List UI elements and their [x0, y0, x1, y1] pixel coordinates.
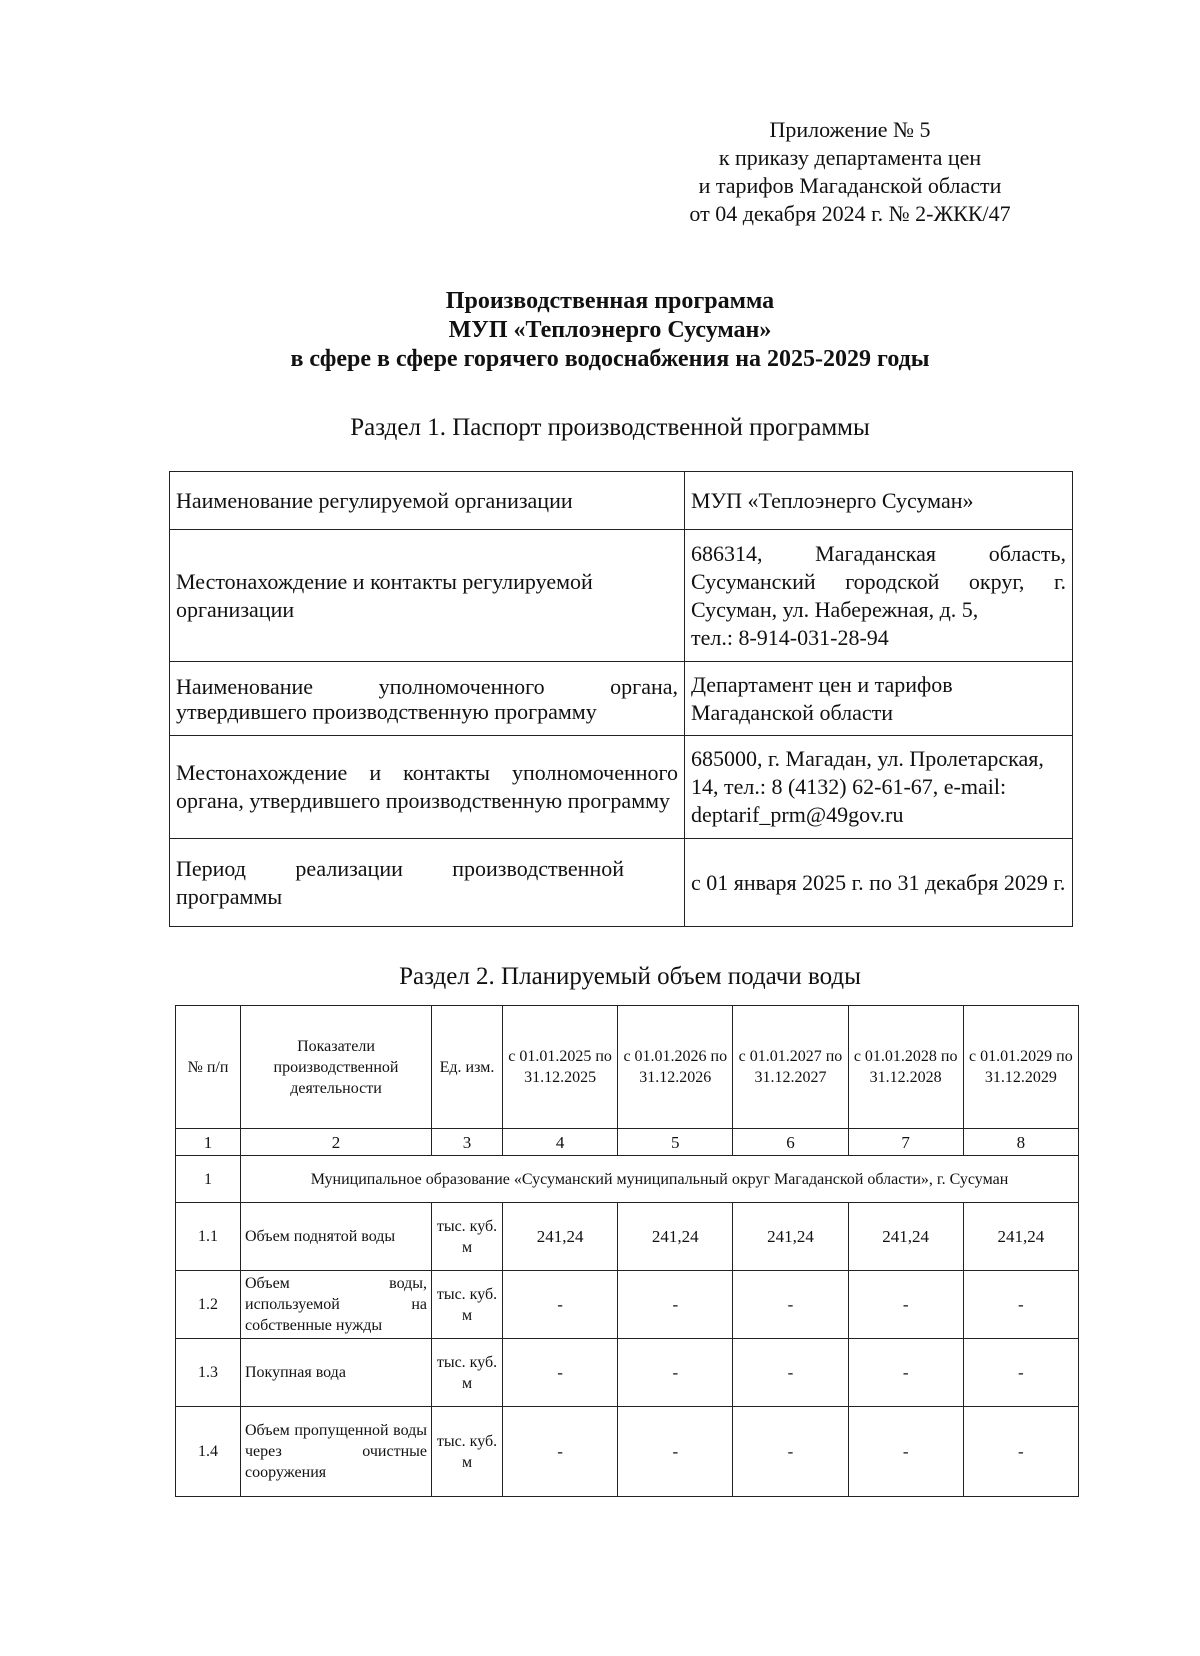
- column-index: 7: [848, 1129, 963, 1156]
- value-line: 685000, г. Магадан, ул. Пролетарская,: [691, 746, 1044, 771]
- section1-heading: Раздел 1. Паспорт производственной программы: [350, 414, 870, 441]
- row-value: -: [848, 1271, 963, 1339]
- header-indicator: Показатели производственной деятельности: [241, 1006, 432, 1129]
- document-title: [150, 287, 1070, 374]
- row-value: 241,24: [503, 1203, 618, 1271]
- appendix-line: Приложение № 5: [769, 117, 931, 142]
- passport-value: МУП «Теплоэнерго Сусуман»: [685, 472, 1073, 530]
- column-index: 8: [963, 1129, 1078, 1156]
- passport-row: [170, 472, 1073, 530]
- passport-row: [170, 662, 1073, 736]
- row-value: 241,24: [733, 1203, 848, 1271]
- passport-label: Наименование уполномоченного органа, утвердившего производственную программу: [170, 662, 685, 736]
- title-line: в сфере в сфере горячего водоснабжения на 2025-2029 годы: [290, 346, 930, 372]
- header-period: с 01.01.2028 по 31.12.2028: [848, 1006, 963, 1129]
- row-value: 241,24: [963, 1203, 1078, 1271]
- column-index-row: [176, 1129, 1079, 1156]
- appendix-line: и тарифов Магаданской области: [698, 173, 1002, 198]
- passport-label: Местонахождение и контакты регулируемой организации: [170, 530, 685, 662]
- value-line: Сусуманский городской округ, г.: [691, 568, 1066, 594]
- value-line: тел.: 8-914-031-28-94: [691, 624, 889, 650]
- passport-table: [169, 471, 1073, 927]
- row-value: -: [963, 1271, 1078, 1339]
- column-index: 1: [176, 1129, 241, 1156]
- passport-value: с 01 января 2025 г. по 31 декабря 2029 г.: [685, 839, 1073, 927]
- row-value: -: [503, 1271, 618, 1339]
- header-period: с 01.01.2025 по 31.12.2025: [503, 1006, 618, 1129]
- group-num: 1: [176, 1156, 241, 1203]
- row-indicator: Объем пропущенной воды через очистные сооружения: [241, 1407, 432, 1497]
- row-unit: тыс. куб. м: [432, 1271, 503, 1339]
- row-value: -: [848, 1339, 963, 1407]
- table-row: [176, 1271, 1079, 1339]
- row-unit: тыс. куб. м: [432, 1339, 503, 1407]
- appendix-line: от 04 декабря 2024 г. № 2-ЖКК/47: [689, 201, 1011, 226]
- column-index: 5: [618, 1129, 733, 1156]
- row-value: -: [733, 1339, 848, 1407]
- row-value: -: [963, 1407, 1078, 1497]
- row-indicator: Покупная вода: [241, 1339, 432, 1407]
- value-line: 686314, Магаданская область,: [691, 540, 1066, 566]
- header-period: с 01.01.2029 по 31.12.2029: [963, 1006, 1078, 1129]
- row-value: -: [618, 1407, 733, 1497]
- row-value: -: [733, 1407, 848, 1497]
- row-value: -: [618, 1339, 733, 1407]
- row-unit: тыс. куб. м: [432, 1203, 503, 1271]
- value-line: 14, тел.: 8 (4132) 62-61-67, e-mail:: [691, 774, 1007, 799]
- passport-row: [170, 530, 1073, 662]
- row-num: 1.3: [176, 1339, 241, 1407]
- appendix-line: к приказу департамента цен: [718, 145, 982, 170]
- table-row: [176, 1339, 1079, 1407]
- row-value: 241,24: [618, 1203, 733, 1271]
- passport-value: [685, 736, 1073, 839]
- passport-label: Местонахождение и контакты уполномоченного органа, утвердившего производственную программу: [170, 736, 685, 839]
- appendix-note: [640, 116, 1060, 228]
- column-index: 2: [241, 1129, 432, 1156]
- column-index: 6: [733, 1129, 848, 1156]
- header-unit: Ед. изм.: [432, 1006, 503, 1129]
- row-value: -: [963, 1339, 1078, 1407]
- row-value: -: [618, 1271, 733, 1339]
- column-index: 3: [432, 1129, 503, 1156]
- group-row: [176, 1156, 1079, 1203]
- water-volume-table: [175, 1005, 1079, 1497]
- title-line: Производственная программа: [445, 288, 775, 314]
- row-value: -: [503, 1407, 618, 1497]
- passport-label: Наименование регулируемой организации: [170, 472, 685, 530]
- header-row: [176, 1006, 1079, 1129]
- row-indicator: Объем воды, используемой на собственные нужды: [241, 1271, 432, 1339]
- row-indicator: Объем поднятой воды: [241, 1203, 432, 1271]
- header-num: № п/п: [176, 1006, 241, 1129]
- passport-row: [170, 839, 1073, 927]
- row-num: 1.1: [176, 1203, 241, 1271]
- group-name: Муниципальное образование «Сусуманский муниципальный округ Магаданской области», г. Сусуман: [241, 1156, 1079, 1203]
- value-line: Сусуман, ул. Набережная, д. 5,: [691, 596, 979, 622]
- row-value: -: [733, 1271, 848, 1339]
- table-row: [176, 1203, 1079, 1271]
- value-line: deptarif_prm@49gov.ru: [691, 802, 904, 827]
- header-period: с 01.01.2026 по 31.12.2026: [618, 1006, 733, 1129]
- passport-label: Период реализации производственной программы: [170, 839, 685, 927]
- row-value: 241,24: [848, 1203, 963, 1271]
- row-num: 1.4: [176, 1407, 241, 1497]
- row-num: 1.2: [176, 1271, 241, 1339]
- passport-value: [685, 530, 1073, 662]
- title-line: МУП «Теплоэнерго Сусуман»: [448, 317, 772, 343]
- header-period: с 01.01.2027 по 31.12.2027: [733, 1006, 848, 1129]
- row-unit: тыс. куб. м: [432, 1407, 503, 1497]
- passport-value: Департамент цен и тарифов Магаданской области: [685, 662, 1073, 736]
- column-index: 4: [503, 1129, 618, 1156]
- section2-heading: Раздел 2. Планируемый объем подачи воды: [399, 963, 861, 990]
- table-row: [176, 1407, 1079, 1497]
- passport-row: [170, 736, 1073, 839]
- row-value: -: [503, 1339, 618, 1407]
- row-value: -: [848, 1407, 963, 1497]
